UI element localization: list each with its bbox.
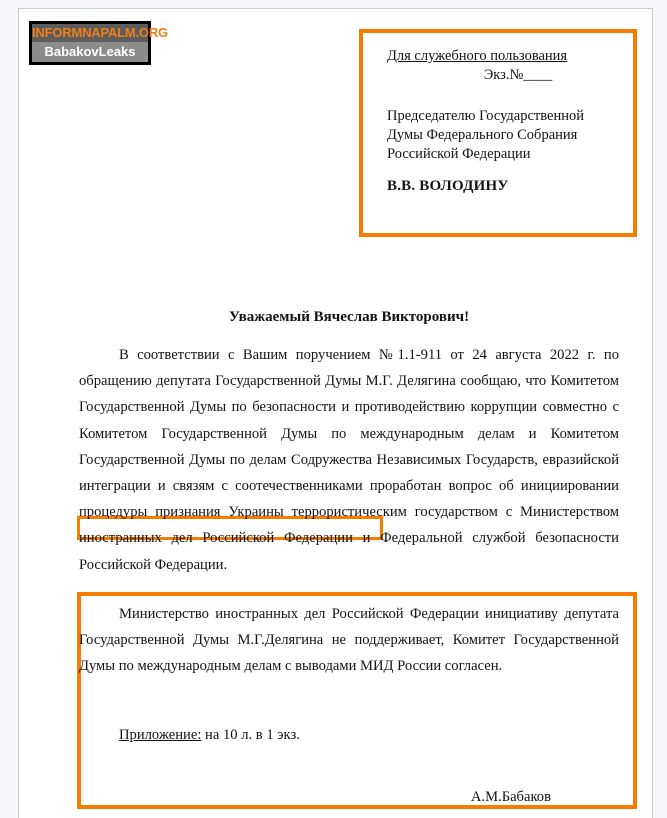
informnapalm-watermark-logo <box>29 21 168 65</box>
addressee-line-2: Думы Федерального Собрания <box>387 127 578 143</box>
addressee-line-1: Председателю Государственной <box>387 108 584 124</box>
copy-number-label: Экз.№____ <box>483 67 553 83</box>
highlighted-phrase-text: признания Украины террористическим государством <box>155 504 498 521</box>
body-paragraph-1 <box>79 342 619 578</box>
document-page <box>18 8 653 818</box>
body-paragraph-2 <box>79 601 619 680</box>
signature-name: А.М.Бабаков <box>470 789 551 805</box>
paragraph-1-text-after-highlight: с Министерством иностранных дел Российской Федерации и Федеральной службой безопасности Российской Федерации. <box>79 504 619 573</box>
appendix-line <box>79 722 619 748</box>
watermark-site-name: INFORMNAPALM.ORG <box>32 25 168 40</box>
appendix-label: Приложение: <box>119 727 202 743</box>
classification-label: Для служебного пользования <box>387 48 568 64</box>
salutation-line: Уважаемый Вячеслав Викторович! <box>228 309 470 325</box>
paragraph-1-text-before-highlight: В соответствии с Вашим поручением №1.1-911 от 24 августа 2022 г. по обращению депутата Государственной Думы М.Г. Делягина сообщаю, что Комитетом Государственной Думы по безопасности и противодействию коррупции совместно с Комитетом Государственной Думы по международным делам и Комитетом Государственной Думы по делам Содружества Независимых Государств, евразийской интеграции и связям с соотечественниками проработан вопрос об инициировании процедуры <box>79 347 619 521</box>
recipient-name: В.В. ВОЛОДИНУ <box>387 178 509 194</box>
addressee-line-3: Российской Федерации <box>387 146 531 162</box>
appendix-value: на 10 л. в 1 экз. <box>205 727 300 743</box>
document-header-block <box>387 47 627 196</box>
paragraph-2-text: Министерство иностранных дел Российской Федерации инициативу депутата Государственной Думы М.Г.Делягина не поддерживает, Комитет Государственной Думы по международным делам с выводами МИД России согласен. <box>79 606 619 675</box>
addressee-block <box>387 107 627 164</box>
watermark-leak-name: BabakovLeaks <box>32 42 148 62</box>
